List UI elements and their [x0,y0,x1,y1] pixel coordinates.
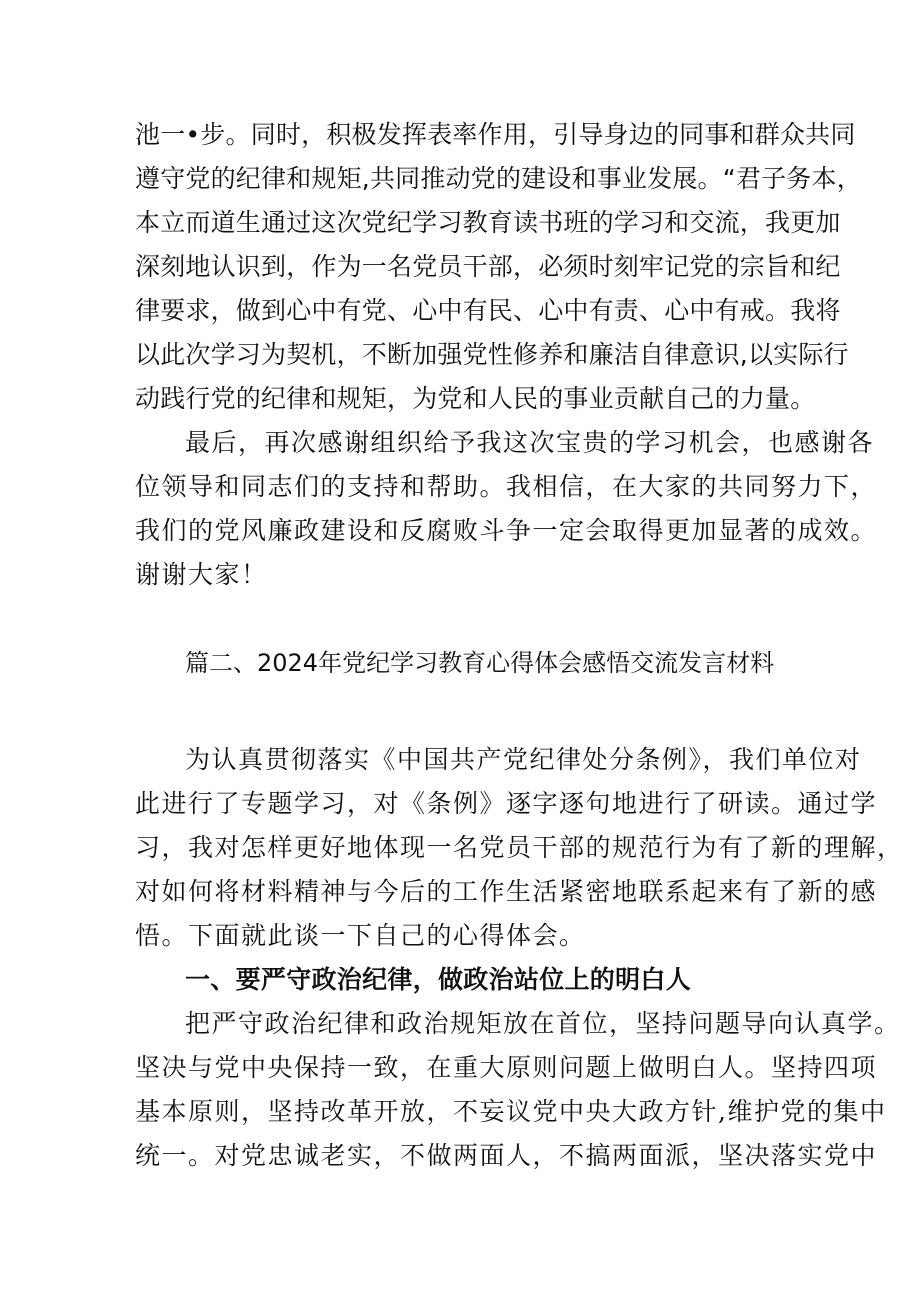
paragraph-1-line: 本立而道生通过这次党纪学习教育读书班的学习和交流，我更加 [135,208,841,237]
paragraph-3-line: 此进行了专题学习，对《条例》逐字逐句地进行了研读。通过学 [135,789,878,818]
paragraph-2-line: 我们的党风廉政建设和反腐败斗争一定会取得更加显著的成效。 [135,516,878,545]
paragraph-2-line: 谢谢大家！ [135,560,268,589]
paragraph-1-line: 以此次学习为契机，不断加强党性修养和廉洁自律意识,以实际行 [135,340,849,369]
paragraph-3-line: 对如何将材料精神与今后的工作生活紧密地联系起来有了新的感 [135,877,878,906]
paragraph-3-line: 悟。下面就此谈一下自己的心得体会。 [135,921,586,950]
paragraph-4-line: 坚决与党中央保持一致，在重大原则问题上做明白人。坚持四项 [135,1053,878,1082]
paragraph-2-line: 位领导和同志们的支持和帮助。我相信，在大家的共同努力下， [135,472,878,501]
paragraph-4-line: 统一。对党忠诚老实，不做两面人，不搞两面派，坚决落实党中 [135,1141,878,1170]
subheading-political-discipline: 一、要严守政治纪律，做政治站位上的明白人 [185,965,692,994]
section-title: 篇二、2024年党纪学习教育心得体会感悟交流发言材料 [185,649,775,677]
paragraph-1-line: 池一•步。同时，积极发挥表率作用，引导身边的同事和群众共同 [135,120,856,149]
paragraph-1-line: 深刻地认识到，作为一名党员干部，必须时刻牢记党的宗旨和纪 [135,252,841,281]
paragraph-3-line: 习，我对怎样更好地体现一名党员干部的规范行为有了新的理解， [135,833,904,862]
paragraph-1-line: 遵守党的纪律和规矩,共同推动党的建设和事业发展。“君子务本， [135,164,862,193]
paragraph-3-line: 为认真贯彻落实《中国共产党纪律处分条例》，我们单位对 [185,745,862,774]
paragraph-2-line: 最后，再次感谢组织给予我这次宝贵的学习机会，也感谢各 [185,428,875,457]
paragraph-1-line: 动践行党的纪律和规矩，为党和人民的事业贡献自己的力量。 [135,384,816,413]
paragraph-4-line: 基本原则，坚持改革开放，不妄议党中央大政方针,维护党的集中 [135,1097,887,1126]
paragraph-4-line: 把严守政治纪律和政治规矩放在首位，坚持问题导向认真学。 [185,1009,901,1038]
paragraph-1-line: 律要求，做到心中有党、心中有民、心中有责、心中有戒。我将 [135,296,841,325]
